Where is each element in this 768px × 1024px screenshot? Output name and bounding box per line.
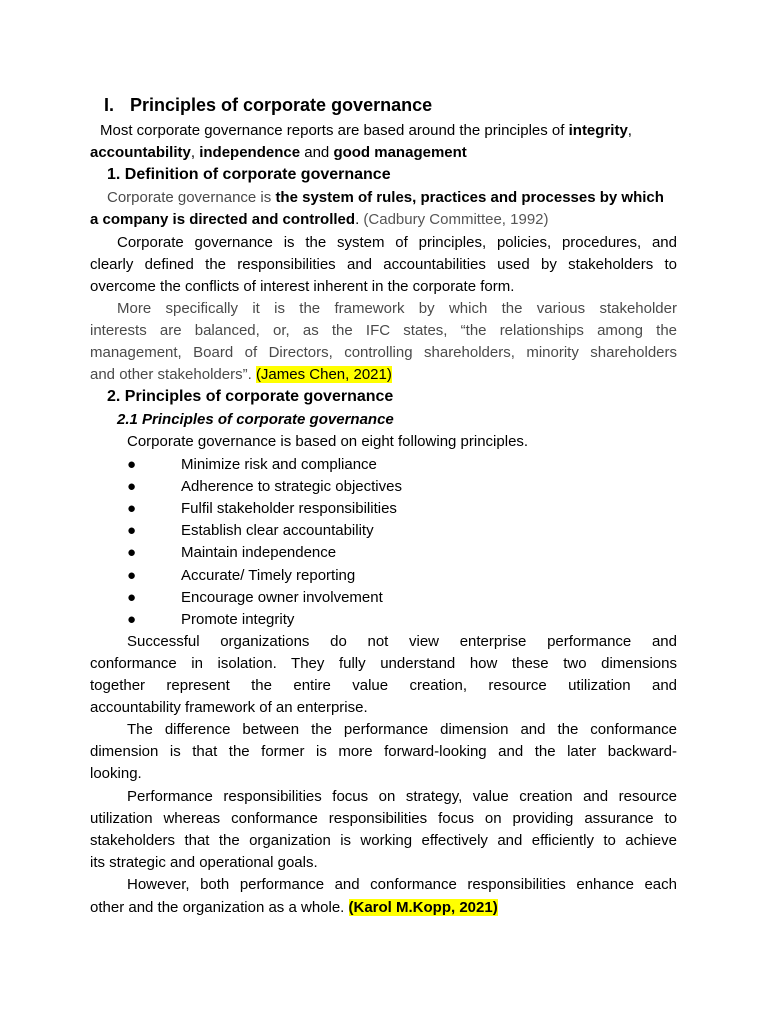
section-title: Principles of corporate governance (130, 95, 433, 115)
principles-p2-line-2: dimension is that the former is more forward-looking and the later backward- (90, 743, 677, 760)
principles-p1-line-2: conformance in isolation. They fully understand how these two dimensions (90, 655, 677, 672)
def-p3-line-3: management, Board of Directors, controlling shareholders, minority shareholders (90, 344, 677, 361)
list-item-text: Accurate/ Timely reporting (181, 567, 356, 584)
list-item-text: Fulfil stakeholder responsibilities (181, 500, 397, 517)
intro-accountability: accountability (90, 144, 191, 161)
principles-intro: Corporate governance is based on eight following principles. (127, 433, 529, 450)
intro-independence: independence (199, 144, 301, 161)
list-item-text: Promote integrity (181, 611, 295, 628)
def-p3-line-1: More specifically it is the framework by which the various stakeholder (117, 300, 677, 317)
bullet-icon: ● (127, 589, 137, 606)
section-number: I. (104, 95, 115, 115)
list-item-text: Maintain independence (181, 544, 337, 561)
bullet-icon: ● (127, 456, 137, 473)
intro-line-2 (90, 142, 677, 164)
principles-p1-line-1: Successful organizations do not view enterprise performance and (127, 633, 677, 650)
bullet-icon: ● (127, 567, 137, 584)
principles-p2-line-3: looking. (90, 765, 142, 782)
def-p1-bold-1: the system of rules, practices and processes by which (275, 189, 664, 206)
principles-p3-line-2: utilization whereas conformance responsibilities focus on providing assurance to (90, 810, 677, 827)
principles-p4-line-1: However, both performance and conformance responsibilities enhance each (127, 876, 677, 893)
bullet-icon: ● (127, 611, 137, 628)
def-p3-line-2: interests are balanced, or, as the IFC states, “the relationships among the (90, 322, 677, 339)
principles-heading: 2. Principles of corporate governance (107, 388, 394, 405)
bullet-icon: ● (127, 522, 137, 539)
intro-text: Most corporate governance reports are based around the principles of (100, 122, 569, 139)
list-item-text: Minimize risk and compliance (181, 456, 377, 473)
intro-good-management: good management (333, 144, 467, 161)
def-p2-line-2: clearly defined the responsibilities and accountabilities used by stakeholders to (90, 256, 677, 273)
principles-subheading: 2.1 Principles of corporate governance (117, 411, 394, 428)
principles-p4-line-2 (90, 897, 677, 919)
def-p3-line-4 (90, 364, 677, 386)
intro-line-1 (100, 120, 687, 142)
intro-comma: , (627, 122, 632, 139)
intro-and: and (300, 144, 334, 161)
principles-p3-line-3: stakeholders that the organization is working effectively and efficiently to achieve (90, 832, 677, 849)
def-p3-text: and other stakeholders”. (90, 366, 256, 383)
list-item-text: Adherence to strategic objectives (181, 478, 402, 495)
def-p1-citation: (Cadbury Committee, 1992) (363, 211, 549, 228)
list-item-text: Establish clear accountability (181, 522, 374, 539)
principles-p4-text: other and the organization as a whole. (90, 899, 349, 916)
principles-p1-line-4: accountability framework of an enterprise. (90, 699, 368, 716)
principles-p1-line-3: together represent the entire value creation, resource utilization and (90, 677, 677, 694)
def-p1-dot: . (355, 211, 364, 228)
list-item-text: Encourage owner involvement (181, 589, 383, 606)
bullet-icon: ● (127, 478, 137, 495)
principles-p2-line-1: The difference between the performance dimension and the conformance (127, 721, 677, 738)
principles-p3-line-4: its strategic and operational goals. (90, 854, 318, 871)
def-p3-citation: (James Chen, 2021) (255, 366, 392, 383)
def-p1-bold-2: a company is directed and controlled (90, 211, 356, 228)
bullet-icon: ● (127, 544, 137, 561)
def-p1-line-1 (107, 187, 677, 209)
def-p1-line-2 (90, 209, 677, 231)
def-p1-text: Corporate governance is (107, 189, 276, 206)
section-heading (104, 94, 691, 116)
def-p2-line-3: overcome the conflicts of interest inherent in the corporate form. (90, 278, 515, 295)
intro-sep: , (190, 144, 200, 161)
principles-p4-citation: (Karol M.Kopp, 2021) (348, 899, 498, 916)
principles-p3-line-1: Performance responsibilities focus on strategy, value creation and resource (127, 788, 677, 805)
bullet-icon: ● (127, 500, 137, 517)
intro-integrity: integrity (568, 122, 628, 139)
definition-heading: 1. Definition of corporate governance (107, 166, 391, 183)
def-p2-line-1: Corporate governance is the system of principles, policies, procedures, and (117, 234, 677, 251)
